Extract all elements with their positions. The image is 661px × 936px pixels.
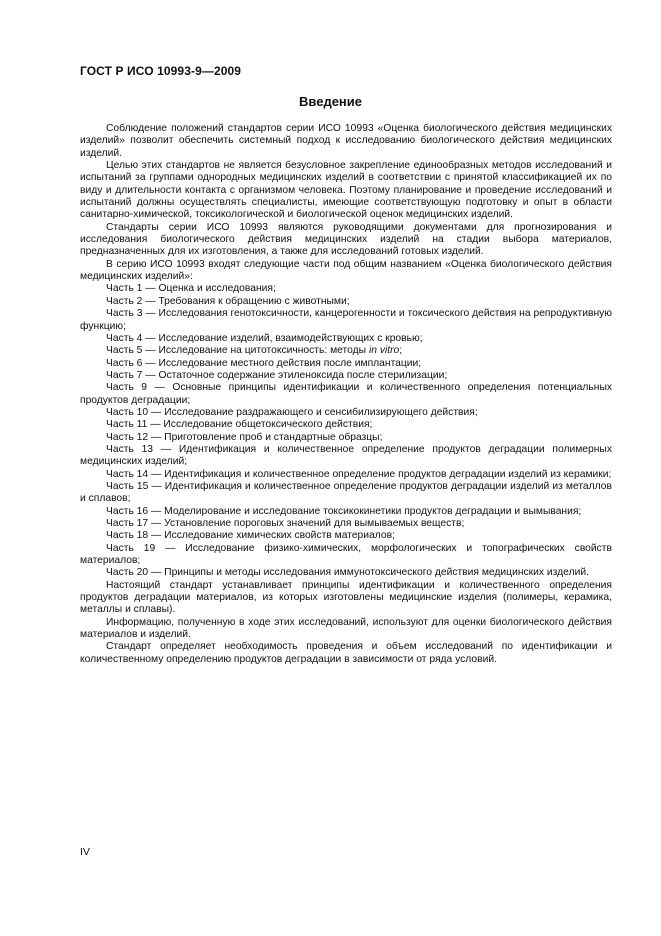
- part-text: Принципы и методы исследования иммунотоксического действия медицинских изделий.: [164, 567, 589, 579]
- part-item: [80, 283, 612, 295]
- part-item: [80, 530, 612, 542]
- intro-paragraph: Стандарты серии ИСО 10993 являются руководящими документами для прогнозирования и исследования биологического действия медицинских изделий на стадии выбора материалов, предназначенных для их изготовления, а также для исследований готовых изделий.: [80, 221, 612, 258]
- part-separator: —: [148, 468, 165, 480]
- part-text: Исследование местного действия после имплантации;: [158, 357, 422, 369]
- part-separator: —: [155, 542, 186, 554]
- part-text: Исследование на цитотоксичность: методы: [158, 345, 367, 357]
- part-separator: —: [148, 530, 165, 542]
- part-label: Часть 10: [106, 406, 149, 418]
- part-item: [80, 469, 612, 481]
- part-item: [80, 444, 612, 469]
- part-label: Часть 18: [106, 530, 149, 542]
- part-text: Исследования генотоксичности, канцерогенности и токсического действия на репродуктивную функцию;: [80, 308, 613, 332]
- standard-header: ГОСТ Р ИСО 10993-9—2009: [80, 64, 242, 78]
- part-label: Часть 12: [106, 431, 149, 443]
- part-item: [80, 333, 612, 345]
- part-italic-term: in vitro: [368, 345, 400, 357]
- part-text: Требования к обращению с животными;: [158, 295, 350, 307]
- part-item: [80, 382, 612, 407]
- part-item: [80, 345, 612, 357]
- part-item: [80, 358, 612, 370]
- part-label: Часть 15: [106, 480, 149, 492]
- part-label: Часть 3: [106, 308, 143, 320]
- part-label: Часть 1: [106, 283, 143, 295]
- part-separator: —: [148, 480, 165, 492]
- intro-paragraph: Целью этих стандартов не является безусловное закрепление единообразных методов исследований и испытаний за группами однородных медицинских изделий в соответствии с принятой классификацией их по виду и длительности контакта с организмом человека. Поэтому планирование и проведение исследований и испытаний должны осуществлять специалисты, имеющие соответствующую подготовку и опыт в области санитарно-химической, токсикологической и биологической оценок медицинских изделий.: [80, 160, 612, 221]
- part-item: [80, 296, 612, 308]
- part-separator: —: [148, 567, 165, 579]
- part-label: Часть 5: [106, 345, 143, 357]
- part-separator: —: [148, 518, 165, 529]
- part-text: Исследование изделий, взаимодействующих с кровью;: [158, 332, 423, 344]
- part-separator: —: [148, 431, 165, 443]
- part-separator: —: [147, 419, 164, 431]
- part-label: Часть 4: [106, 332, 143, 344]
- part-text: Идентификация и количественное определение продуктов деградации изделий из керамики;: [164, 468, 612, 480]
- part-label: Часть 14: [106, 468, 149, 480]
- part-label: Часть 17: [106, 518, 149, 529]
- part-separator: —: [142, 332, 159, 344]
- part-text: Установление пороговых значений для вымываемых веществ;: [164, 518, 465, 529]
- part-separator: —: [142, 283, 159, 295]
- intro-paragraph: В серию ИСО 10993 входят следующие части под общим названием «Оценка биологического действия медицинских изделий»:: [80, 258, 612, 283]
- part-item: [80, 543, 612, 568]
- part-label: Часть 13: [106, 443, 154, 455]
- part-separator: —: [142, 345, 159, 357]
- part-separator: —: [142, 295, 159, 307]
- part-item: [80, 419, 612, 431]
- part-label: Часть 2: [106, 295, 143, 307]
- part-item: [80, 518, 612, 530]
- part-item: [80, 506, 612, 518]
- part-text: Исследование физико-химических, морфологических и топографических свойств материалов;: [80, 542, 612, 567]
- closing-paragraph: Настоящий стандарт устанавливает принципы идентификации и количественного определения продуктов деградации материалов, из которых изготовлены медицинские изделия (полимеры, керамика, металлы и сплавы).: [80, 579, 612, 616]
- intro-paragraph: Соблюдение положений стандартов серии ИСО 10993 «Оценка биологического действия медицинских изделий» позволит обеспечить системный подход к исследованию биологического действия медицинских изделий.: [80, 123, 612, 159]
- part-separator: —: [148, 505, 165, 517]
- part-separator: —: [153, 443, 179, 455]
- body-text: [80, 123, 612, 666]
- part-separator: —: [147, 382, 173, 394]
- part-end: ;: [399, 345, 403, 357]
- part-label: Часть 7: [106, 369, 143, 381]
- part-item: [80, 481, 612, 506]
- part-item: [80, 370, 612, 382]
- part-text: Идентификация и количественное определение продуктов деградации изделий из металлов и сплавов;: [80, 480, 612, 505]
- part-text: Исследование химических свойств материалов;: [164, 530, 395, 542]
- part-separator: —: [142, 357, 159, 369]
- part-separator: —: [148, 406, 165, 418]
- part-separator: —: [142, 369, 159, 381]
- part-label: Часть 9: [106, 382, 148, 394]
- part-text: Основные принципы идентификации и количественного определения потенциальных продуктов деградации;: [80, 382, 612, 406]
- part-text: Остаточное содержание этиленоксида после стерилизации;: [158, 369, 448, 381]
- part-item: [80, 432, 612, 444]
- page-number: IV: [80, 846, 90, 858]
- part-item: [80, 308, 612, 333]
- part-text: Идентификация и количественное определение продуктов деградации полимерных медицинских изделий;: [80, 443, 612, 468]
- part-label: Часть 20: [106, 567, 149, 579]
- part-label: Часть 11: [106, 419, 148, 431]
- part-text: Оценка и исследования;: [158, 283, 276, 295]
- part-separator: —: [142, 308, 159, 320]
- part-text: Приготовление проб и стандартные образцы;: [164, 431, 383, 443]
- part-label: Часть 6: [106, 357, 143, 369]
- closing-paragraph: Информацию, полученную в ходе этих исследований, используют для оценки биологического действия материалов и изделий.: [80, 616, 612, 641]
- section-title: Введение: [299, 94, 362, 109]
- part-text: Исследование общетоксического действия;: [163, 419, 373, 431]
- part-item: [80, 567, 612, 579]
- part-label: Часть 19: [106, 542, 156, 554]
- part-label: Часть 16: [106, 505, 149, 517]
- part-text: Моделирование и исследование токсикокинетики продуктов деградации и вымывания;: [164, 505, 582, 517]
- part-item: [80, 407, 612, 419]
- part-text: Исследование раздражающего и сенсибилизирующего действия;: [164, 406, 478, 418]
- closing-paragraph: Стандарт определяет необходимость проведения и объем исследований по идентификации и количественному определению продуктов деградации в зависимости от ряда условий.: [80, 641, 612, 665]
- parts-list: [80, 283, 612, 579]
